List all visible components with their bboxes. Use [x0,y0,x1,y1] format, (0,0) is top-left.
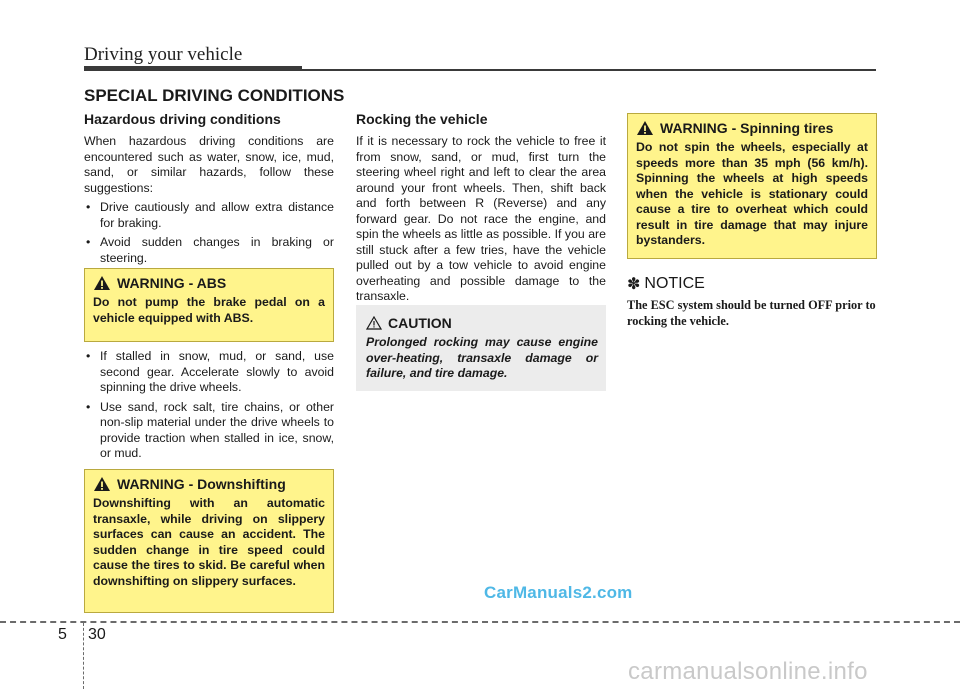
asterisk-icon: ✽ [627,276,641,293]
page-number: 30 [88,626,106,643]
warning-downshifting-title: WARNING - Downshifting [117,476,286,492]
caution-box [356,305,606,391]
list-item: • If stalled in snow, mud, or sand, use second gear. Accelerate slowly to avoid spinning the drive wheels. [86,349,334,394]
rocking-heading: Rocking the vehicle [356,111,488,127]
hazardous-bullets-a [84,200,334,266]
warning-spinning-box [627,113,877,259]
rocking-text: If it is necessary to rock the vehicle to free it from snow, sand, or mud, first turn the steering wheel right and left to clear the area around your front wheels. Then, shift back and forth between R (Reverse) and any forward gear. Do not race the engine, and spin the wheels as little as possible. If you are still stuck after a few tries, have the vehicle pulled out by a tow vehicle to avoid engine overheating and possible damage to the transaxle. [356,134,606,303]
warning-abs-text: Do not pump the brake pedal on a vehicle equipped with ABS. [93,295,325,325]
hazardous-intro: When hazardous driving conditions are encountered such as water, snow, ice, mud, sand, or similar hazards, follow these suggestions: [84,134,334,195]
notice-text: The ESC system should be turned OFF prior to rocking the vehicle. [627,298,876,328]
notice-title [627,274,705,294]
watermark-link[interactable]: CarManuals2.com [484,583,633,602]
list-item: • Avoid sudden changes in braking or steering. [86,235,334,265]
warning-spinning-title: WARNING - Spinning tires [660,120,834,136]
column-hazardous [84,110,334,270]
list-item: • Use sand, rock salt, tire chains, or other non-slip material under the drive wheels to provide traction when stalled in ice, snow, or mud. [86,399,334,460]
caution-text: Prolonged rocking may cause engine over-heating, transaxle damage or failure, and tire damage. [366,335,598,380]
footer-divider [0,621,960,623]
warning-downshifting-text: Downshifting with an automatic transaxle, while driving on slippery surfaces can cause an accident. The sudden change in tire speed could cause the tires to skid. Be careful when downshifting on slippery surfaces. [93,496,325,588]
list-item: • Drive cautiously and allow extra distance for braking. [86,200,334,230]
warning-triangle-icon [93,476,111,492]
column-rocking [356,110,606,305]
header-rule-thick [84,66,302,71]
column-hazardous-continued [84,349,334,466]
warning-abs-title: WARNING - ABS [117,275,227,291]
warning-abs-box [84,268,334,342]
footer-site-link[interactable]: carmanualsonline.info [628,658,868,685]
chapter-number: 5 [58,626,67,643]
caution-title: CAUTION [388,315,452,331]
footer-vertical-divider [83,623,84,689]
header-rule-thin [302,69,876,71]
warning-triangle-icon [636,120,654,136]
section-title: SPECIAL DRIVING CONDITIONS [84,86,345,105]
hazardous-heading: Hazardous driving conditions [84,111,281,127]
caution-triangle-icon [366,316,382,330]
warning-downshifting-box [84,469,334,613]
notice-label: NOTICE [644,275,705,292]
hazardous-bullets-b [84,349,334,462]
warning-spinning-text: Do not spin the wheels, especially at speeds more than 35 mph (56 km/h). Spinning the wheels at high speeds when the vehicle is stationary could cause a tire to overheat which could result in tire damage that may injure bystanders. [636,140,868,247]
warning-triangle-icon [93,275,111,291]
header-title: Driving your vehicle [84,44,243,65]
